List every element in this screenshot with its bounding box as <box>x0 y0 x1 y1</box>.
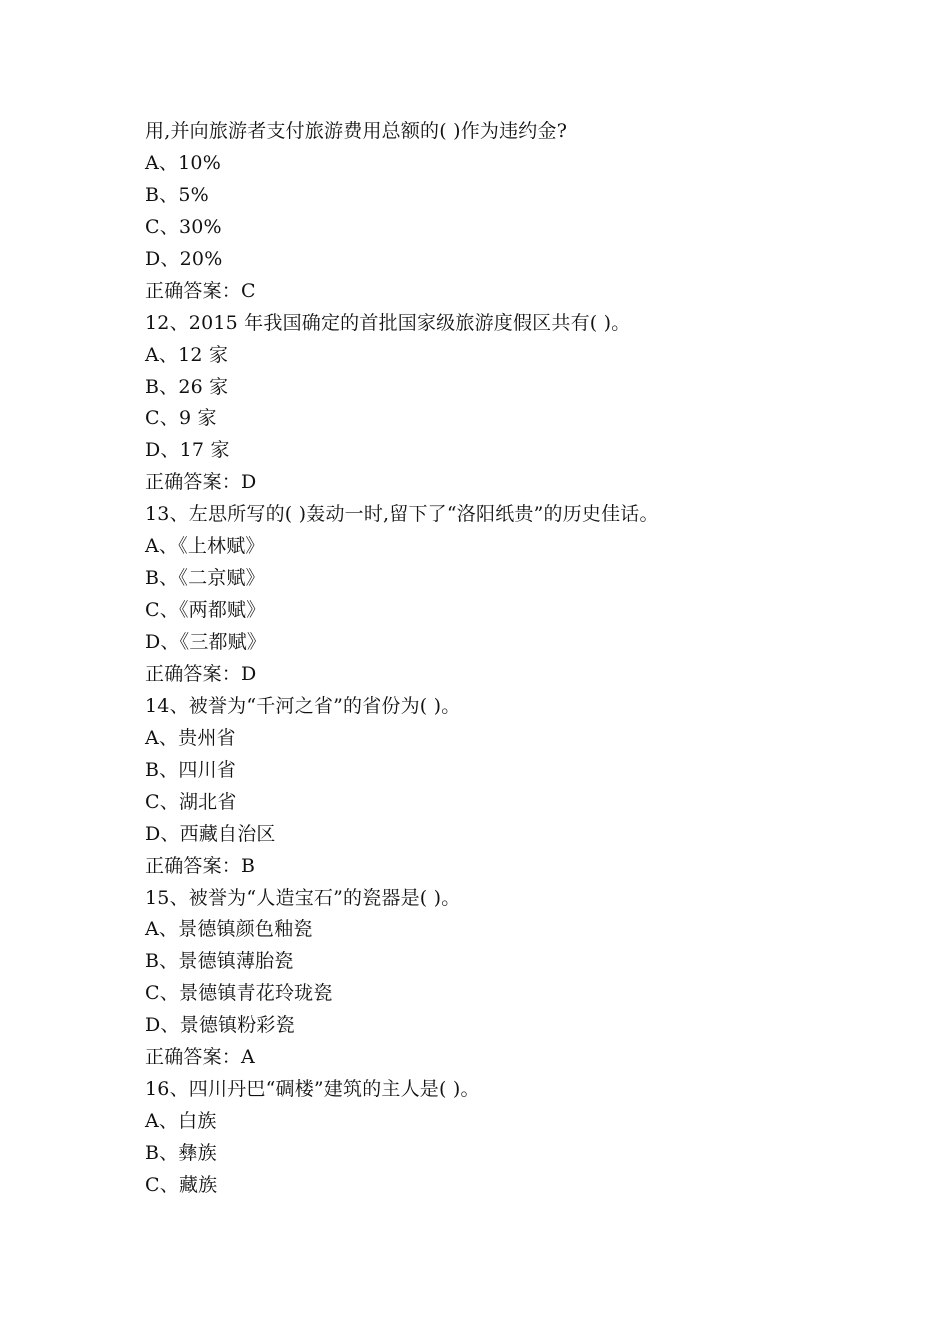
option-a: A、贵州省 <box>145 726 236 749</box>
question-continuation: 用,并向旅游者支付旅游费用总额的( )作为违约金? <box>145 120 568 142</box>
option-b: B、景德镇薄胎瓷 <box>145 950 294 973</box>
correct-answer: 正确答案：D <box>145 662 257 685</box>
option-d: D、景德镇粉彩瓷 <box>145 1014 295 1037</box>
option-c: C、湖北省 <box>145 790 237 813</box>
option-c: C、景德镇青花玲珑瓷 <box>145 982 333 1005</box>
option-c: C、藏族 <box>145 1173 218 1196</box>
option-c: C、30% <box>145 215 222 238</box>
option-c: C、《两都赋》 <box>145 599 266 622</box>
option-b: B、《二京赋》 <box>145 567 265 590</box>
option-a: A、12 家 <box>145 343 229 366</box>
correct-answer: 正确答案：A <box>145 1046 255 1069</box>
correct-answer: 正确答案：B <box>145 854 256 877</box>
option-a: A、白族 <box>145 1110 217 1133</box>
option-d: D、17 家 <box>145 439 230 462</box>
question-16: 16、四川丹巴“碉楼”建筑的主人是( )。 <box>145 1078 480 1101</box>
option-b: B、四川省 <box>145 758 236 781</box>
correct-answer: 正确答案：C <box>145 279 256 302</box>
question-14: 14、被誉为“千河之省”的省份为( )。 <box>145 694 461 717</box>
document-page <box>145 116 825 1202</box>
option-d: D、《三都赋》 <box>145 631 267 653</box>
question-12: 12、2015 年我国确定的首批国家级旅游度假区共有( )。 <box>145 311 631 334</box>
option-b: B、彝族 <box>145 1142 217 1164</box>
option-b: B、5% <box>145 183 209 206</box>
option-c: C、9 家 <box>145 407 217 430</box>
option-a: A、景德镇颜色釉瓷 <box>145 918 313 941</box>
question-13: 13、左思所写的( )轰动一时,留下了“洛阳纸贵”的历史佳话。 <box>145 503 659 526</box>
option-a: A、10% <box>145 151 221 174</box>
option-d: D、20% <box>145 247 223 270</box>
option-a: A、《上林赋》 <box>145 535 265 558</box>
correct-answer: 正确答案：D <box>145 471 257 494</box>
option-b: B、26 家 <box>145 375 229 398</box>
question-15: 15、被誉为“人造宝石”的瓷器是( )。 <box>145 886 461 909</box>
option-d: D、西藏自治区 <box>145 822 276 845</box>
